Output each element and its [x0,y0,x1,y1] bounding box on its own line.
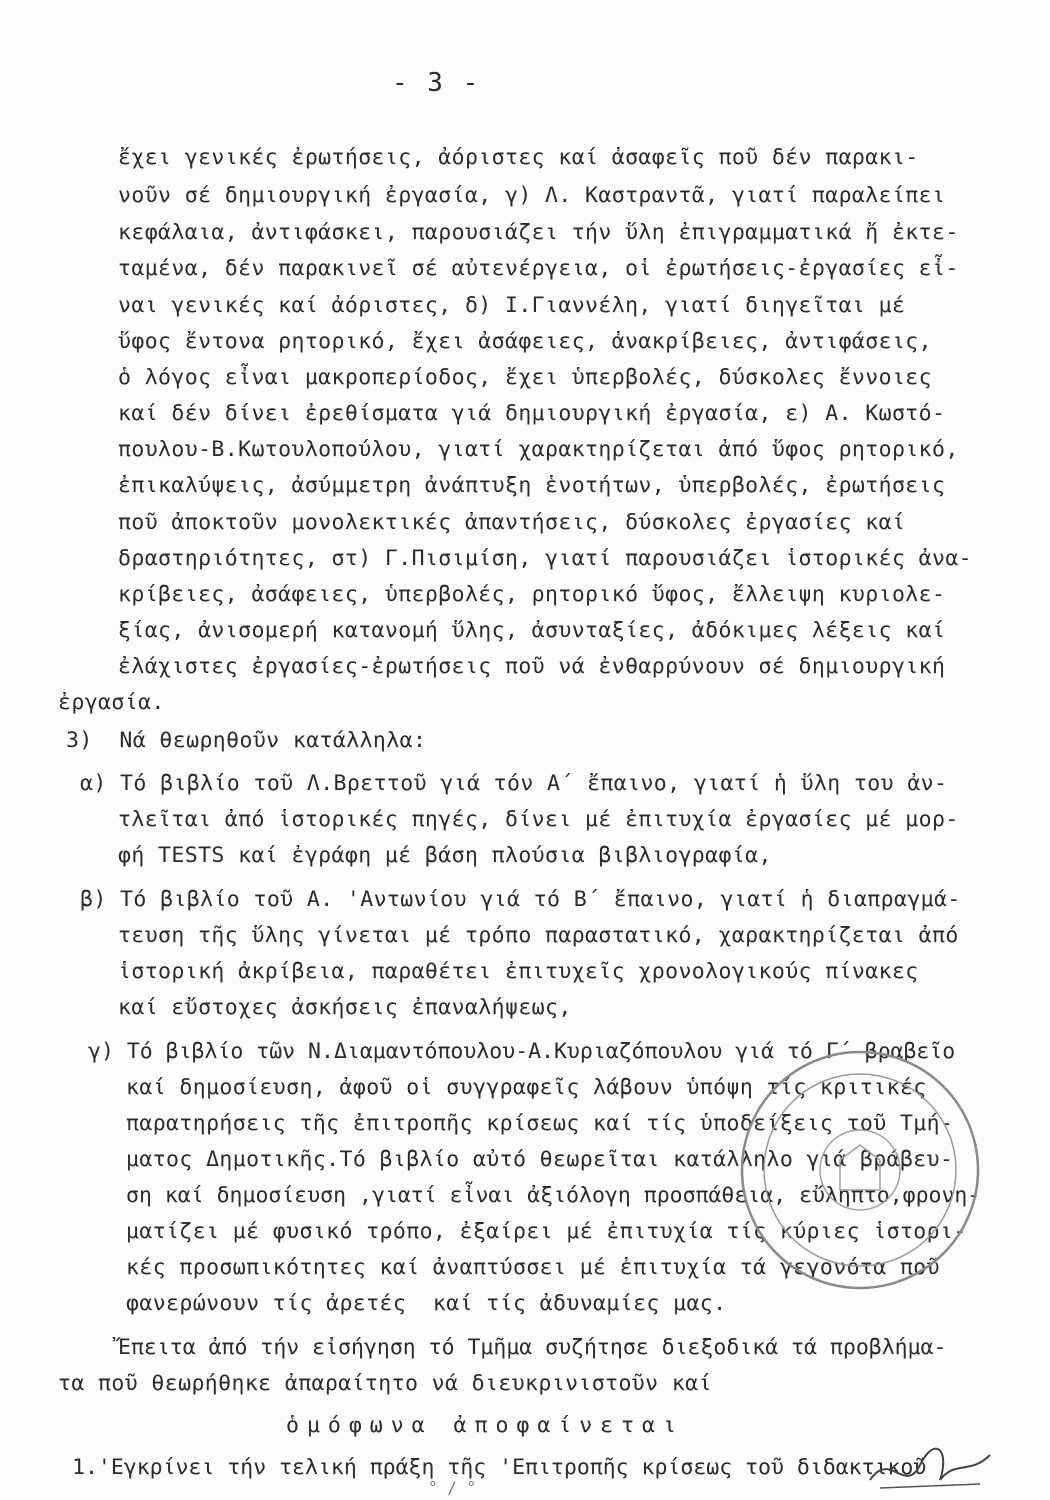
text-line-2: νοῦν σέ δημιουργική ἐργασία, γ) Λ. Καστραντᾶ, γιατί παραλείπει [118,183,946,208]
stamp-outer-ring [742,1052,978,1288]
item-a-line-2: τλεῖται ἀπό ἱστορικές πηγές, δίνει μέ ἐπιτυχία ἐργασίες μέ μορ- [118,807,959,832]
item-a-line-3: φή TESTS καί ἐγράφη μέ βάση πλούσια βιβλιογραφία, [118,843,772,868]
continuation-mark: ° / ° [428,1478,477,1497]
item-b-line-2: τευση τῆς ὕλης γίνεται μέ τρόπο παραστατικό, χαρακτηρίζεται ἀπό [118,923,959,948]
text-line-8: καί δέν δίνει ἐρεθίσματα γιά δημιουργική ἐργασία, ε) Α. Κωστό- [118,401,946,426]
conclusion-line-2: τα ποῦ θεωρήθηκε ἀπαραίτητο νά διευκρινιστοῦν καί [58,1371,712,1396]
text-line-3: κεφάλαια, ἀντιφάσκει, παρουσιάζει τήν ὕλη ἐπιγραμματικά ἤ ἐκτε- [118,220,959,245]
item-g-line-2: καί δημοσίευση, ἀφοῦ οἱ συγγραφεῖς λάβουν ὑπόψη τίς κριτικές [126,1075,927,1100]
text-line-16: ἐργασία. [58,690,165,715]
item-g-line-7: κές προσωπικότητες καί ἀναπτύσσει μέ ἐπιτυχία τά γεγονότα ποῦ [126,1255,940,1280]
resolution-heading: ὁμόφωνα ἀποφαίνεται [286,1413,684,1438]
text-line-9: πουλου-Β.Κωτουλοπούλου, γιατί χαρακτηρίζεται ἀπό ὕφος ρητορικό, [118,437,959,462]
official-stamp [730,1040,990,1300]
stamp-text [0,0,1,1]
item-g-line-8: φανερώνουν τίς ἀρετές καί τίς ἀδυναμίες μας. [126,1291,727,1316]
item-g-line-5: ση καί δημοσίευση ,γιατί εἶναι ἀξιόλογη προσπάθεια, εὔληπτο,φρονη- [126,1183,981,1208]
text-line-6: ὕφος ἔντονα ρητορικό, ἔχει ἀσάφειες, ἀνακρίβειες, ἀντιφάσεις, [118,329,932,354]
item-b-line-4: καί εὔστοχες ἀσκήσεις ἐπαναλήψεως, [118,995,572,1020]
item-g-line-4: ματος Δημοτικῆς.Τό βιβλίο αὐτό θεωρεῖται κατάλληλο γιά βράβευ- [126,1147,954,1172]
text-line-5: ναι γενικές καί ἀόριστες, δ) Ι.Γιαννέλη, γιατί διηγεῖται μέ [118,293,906,318]
text-line-12: δραστηριότητες, στ) Γ.Πισιμίση, γιατί παρουσιάζει ἱστορικές ἀνα- [118,546,973,571]
text-line-1: ἔχει γενικές ἐρωτήσεις, ἀόριστες καί ἀσαφεῖς ποῦ δέν παρακι- [118,145,919,170]
item-a-line-1: α) Τό βιβλίο τοῦ Λ.Βρεττοῦ γιά τόν Α΄ ἔπαινο, γιατί ἡ ὕλη του ἀν- [80,771,948,796]
text-line-10: ἐπικαλύψεις, ἀσύμμετρη ἀνάπτυξη ἑνοτήτων, ὑπερβολές, ἐρωτήσεις [118,473,946,498]
item-g-line-1: γ) Τό βιβλίο τῶν Ν.Διαμαντόπουλου-Α.Κυριαζόπουλου γιά τό Γ΄ βραβεῖο [88,1039,956,1064]
stamp-emblem [820,1130,900,1210]
page-number: - 3 - [392,68,481,98]
item-b-line-3: ἱστορική ἀκρίβεια, παραθέτει ἐπιτυχεῖς χρονολογικούς πίνακες [118,959,919,984]
handwritten-signature [860,1440,1000,1500]
conclusion-line-1: Ἔπειτα ἀπό τήν εἰσήγηση τό Τμῆμα συζήτησε διεξοδικά τά προβλήμα- [118,1335,947,1360]
item-g-line-3: παρατηρήσεις τῆς ἐπιτροπῆς κρίσεως καί τίς ὑποδείξεις τοῦ Τμή- [126,1111,954,1136]
item-g-line-6: ματίζει μέ φυσικό τρόπο, ἐξαίρει μέ ἐπιτυχία τίς κύριες ἱστορι- [126,1219,967,1244]
section-heading-3: 3) Νά θεωρηθοῦν κατάλληλα: [66,728,427,753]
stamp-emblem-shape [840,1145,880,1190]
text-line-4: ταμένα, δέν παρακινεῖ σέ αὐτενέργεια, οἱ ἐρωτήσεις-ἐργασίες εἶ- [118,256,959,281]
decision-line-1: 1.'Εγκρίνει τήν τελική πράξη τῆς 'Επιτροπῆς κρίσεως τοῦ διδακτικοῦ [72,1455,927,1480]
text-line-7: ὁ λόγος εἶναι μακροπερίοδος, ἔχει ὑπερβολές, δύσκολες ἔννοιες [118,365,932,390]
item-b-line-1: β) Τό βιβλίο τοῦ Α. 'Αντωνίου γιά τό Β΄ ἔπαινο, γιατί ἡ διαπραγμά- [80,887,961,912]
text-line-13: κρίβειες, ἀσάφειες, ὑπερβολές, ρητορικό ὕφος, ἔλλειψη κυριολε- [118,582,946,607]
text-line-15: ἐλάχιστες ἐργασίες-ἐρωτήσεις ποῦ νά ἐνθαρρύνουν σέ δημιουργική [118,654,946,679]
text-line-11: ποῦ ἀποκτοῦν μονολεκτικές ἀπαντήσεις, δύσκολες ἐργασίες καί [118,510,906,535]
stamp-inner-ring [764,1074,956,1266]
text-line-14: ξίας, ἀνισομερή κατανομή ὕλης, ἀσυνταξίες, ἀδόκιμες λέξεις καί [118,618,946,643]
